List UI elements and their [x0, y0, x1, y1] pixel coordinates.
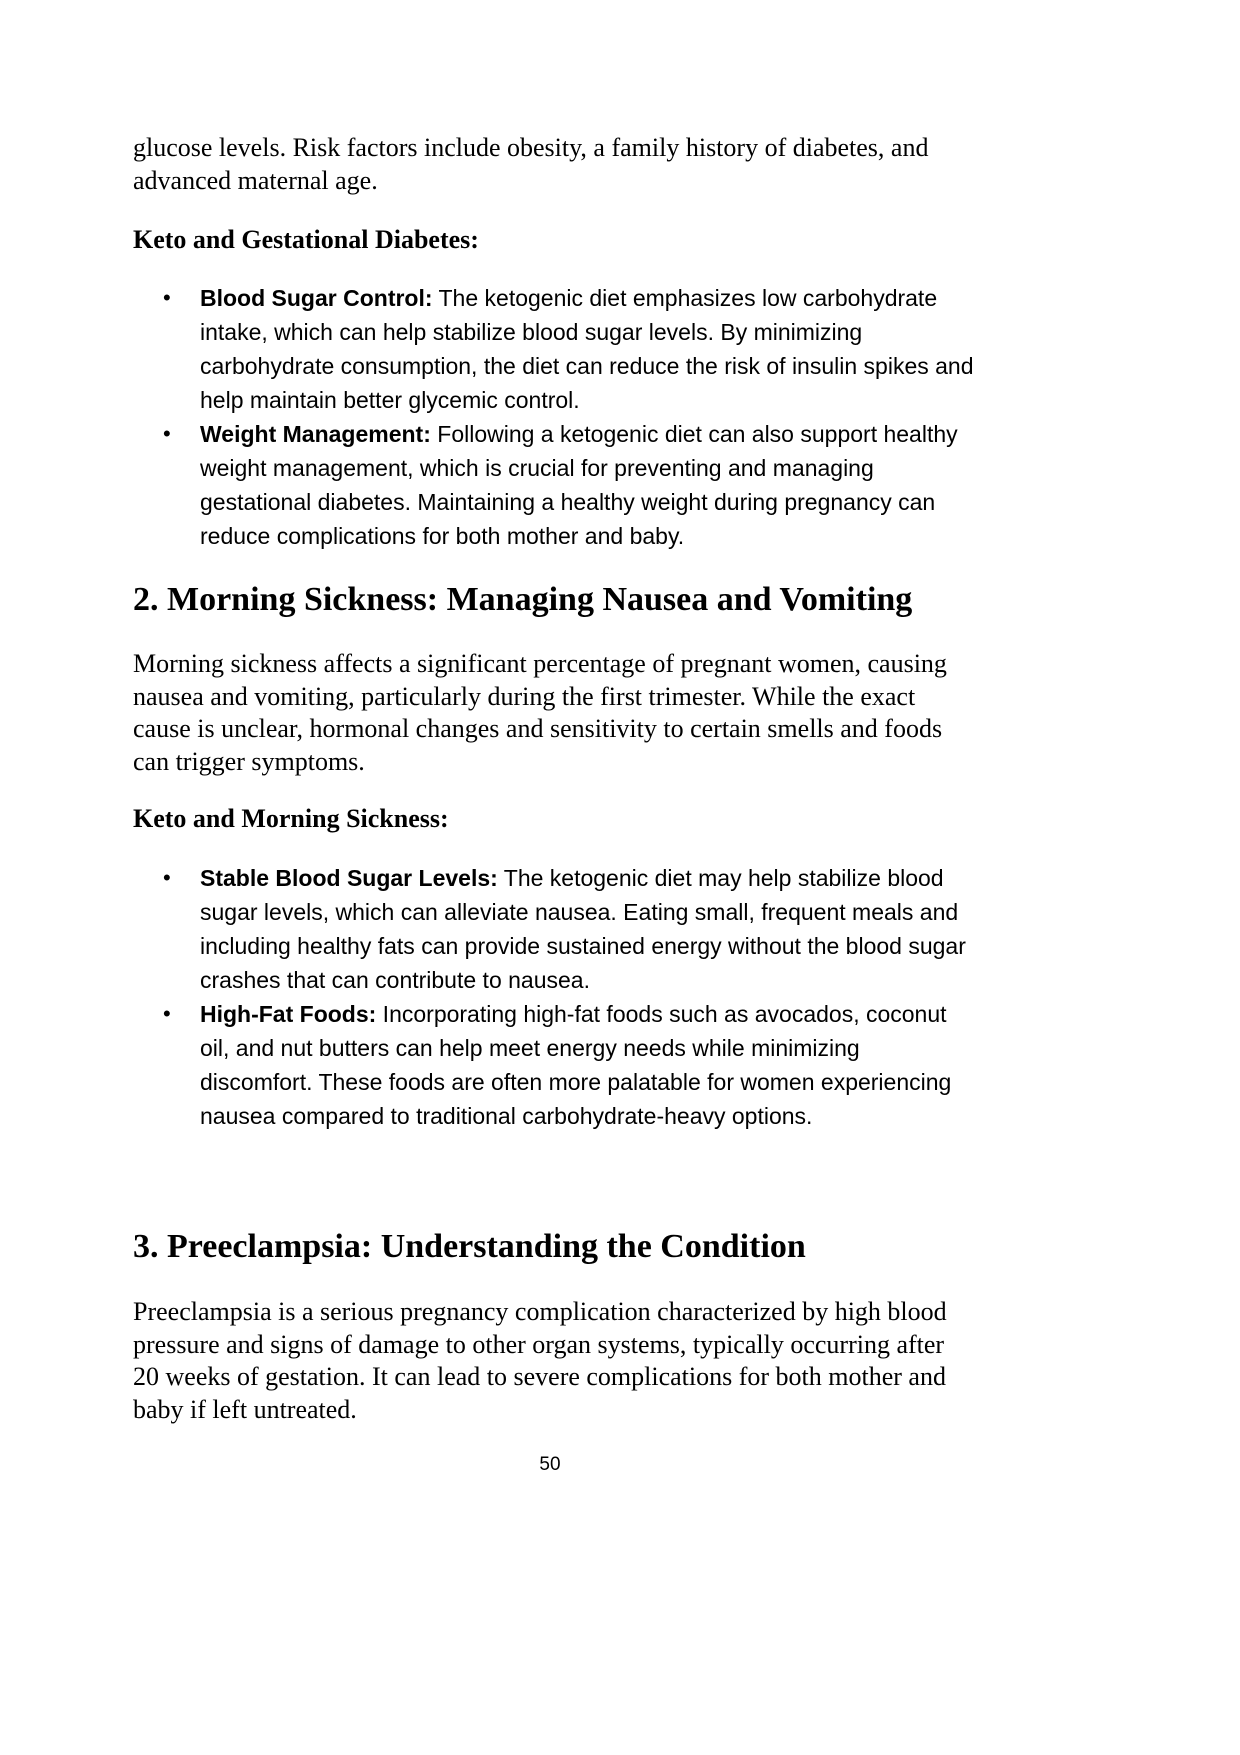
section-2-paragraph: Morning sickness affects a significant percentage of pregnant women, causing nausea and vomiting, particularly during the first trimester. While the exact cause is unclear, hormonal changes and sensitivity to certain smells and foods can trigger symptoms.	[133, 649, 947, 776]
bullet-icon: •	[163, 865, 171, 890]
keto-gestational-list	[163, 281, 978, 553]
page-number: 50	[539, 1454, 561, 1475]
list-item	[163, 281, 978, 417]
list-item-text: Incorporating high-fat foods such as avocados, coconut oil, and nut butters can help meet energy needs while minimizing discomfort. These foods are often more palatable for women experiencing nausea compared to traditional carbohydrate-heavy options.	[200, 1001, 952, 1129]
bullet-icon: •	[163, 421, 171, 446]
section-2-title: 2. Morning Sickness: Managing Nausea and Vomiting	[133, 581, 913, 618]
list-item-term: Blood Sugar Control:	[200, 285, 433, 311]
list-item	[163, 997, 978, 1133]
list-item-text: Following a ketogenic diet can also support healthy weight management, which is crucial for preventing and managing gestational diabetes. Maintaining a healthy weight during pregnancy can reduce complications for both mother and baby.	[200, 421, 958, 549]
list-item	[163, 417, 978, 553]
bullet-icon: •	[163, 1001, 171, 1026]
section-3-paragraph: Preeclampsia is a serious pregnancy complication characterized by high blood pressure and signs of damage to other organ systems, typically occurring after 20 weeks of gestation. It can lead to severe complications for both mother and baby if left untreated.	[133, 1297, 947, 1424]
list-item-text: The ketogenic diet emphasizes low carbohydrate intake, which can help stabilize blood sugar levels. By minimizing carbohydrate consumption, the diet can reduce the risk of insulin spikes and help maintain better glycemic control.	[200, 285, 974, 413]
list-item	[163, 861, 978, 997]
keto-morning-sickness-list	[163, 861, 978, 1133]
keto-morning-sickness-heading: Keto and Morning Sickness:	[133, 804, 449, 833]
intro-paragraph: glucose levels. Risk factors include obesity, a family history of diabetes, and advanced maternal age.	[133, 133, 929, 195]
section-3-title: 3. Preeclampsia: Understanding the Condition	[133, 1228, 806, 1265]
list-item-term: Stable Blood Sugar Levels:	[200, 865, 498, 891]
list-item-term: High-Fat Foods:	[200, 1001, 377, 1027]
keto-gestational-heading: Keto and Gestational Diabetes:	[133, 225, 479, 254]
list-item-term: Weight Management:	[200, 421, 431, 447]
bullet-icon: •	[163, 285, 171, 310]
list-item-text: The ketogenic diet may help stabilize blood sugar levels, which can alleviate nausea. Eating small, frequent meals and including healthy fats can provide sustained energy without the blood sugar crashes that can contribute to nausea.	[200, 865, 966, 993]
